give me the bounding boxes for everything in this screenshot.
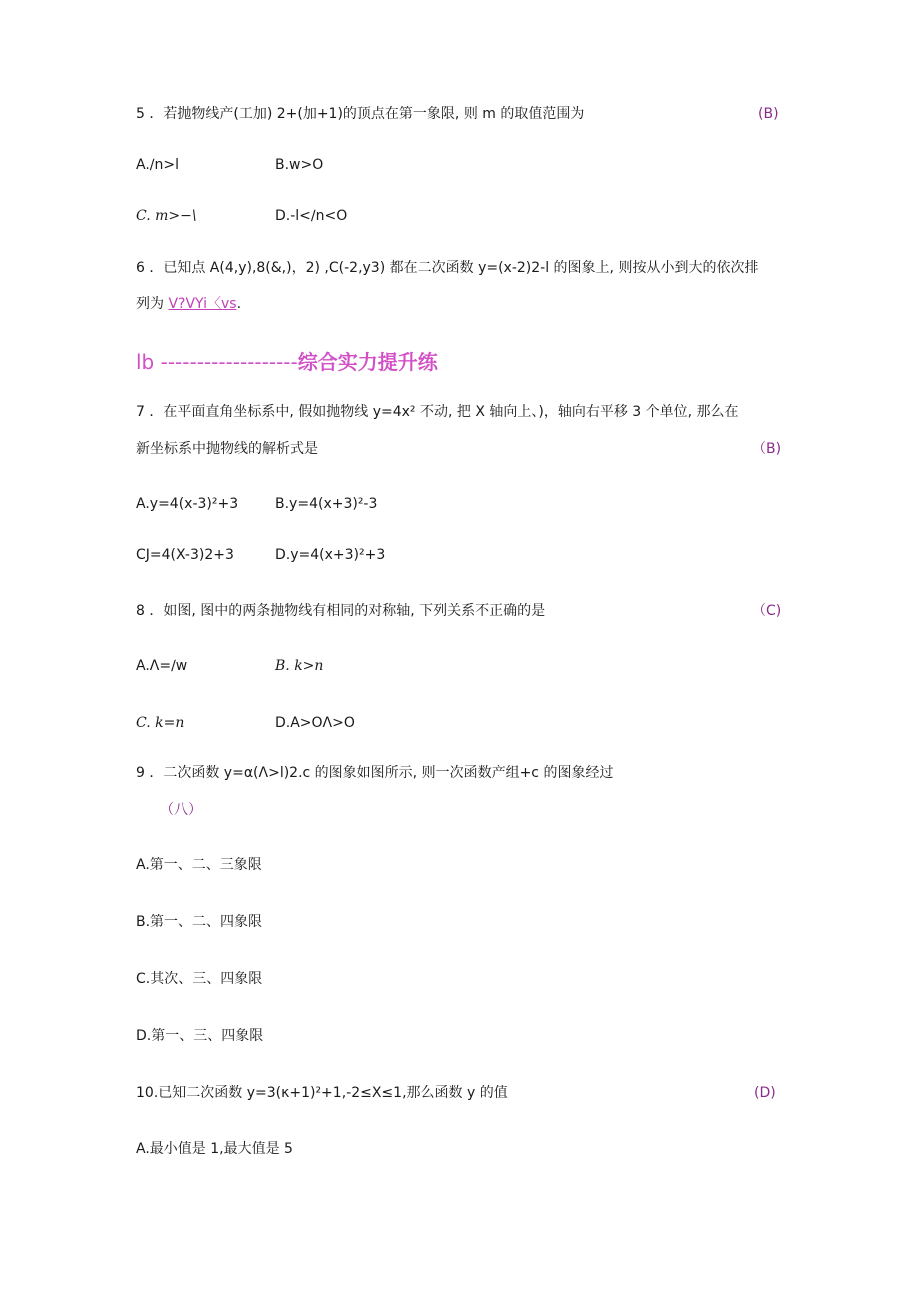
q10-stem: 10.已知二次函数 y=3(κ+1)²+1,-2≤X≤1,那么函数 y 的值 — [136, 1085, 508, 1101]
q5-option-a: A.∕n>l — [136, 157, 179, 173]
q7-option-c: CJ=4(X-3)2+3 — [136, 547, 234, 563]
q7-option-a: A.y=4(x-3)²+3 — [136, 496, 239, 512]
q9-option-a: A.第一、二、三象限 — [136, 857, 262, 873]
q5-option-c: C. m>−\ — [136, 208, 197, 224]
q8-option-d: D.A>OΛ>O — [275, 715, 355, 731]
section-heading-title: 综合实力提升练 — [297, 350, 438, 374]
q5-stem: 5 ．若抛物线产(工加) 2+(加+1)的顶点在第一象限, 则 m 的取值范围为 — [136, 106, 585, 122]
q8-answer: （C) — [752, 603, 782, 619]
q7-stem-line2: 新坐标系中抛物线的解析式是 — [136, 441, 318, 457]
q10-answer: (D) — [754, 1085, 776, 1101]
q5-option-d: D.-l<∕n<O — [275, 208, 348, 224]
q8-option-c: C. k=n — [136, 715, 185, 731]
q9-option-c: C.其次、三、四象限 — [136, 971, 263, 987]
q8-stem: 8 ．如图, 图中的两条抛物线有相同的对称轴, 下列关系不正确的是 — [136, 603, 546, 619]
section-heading — [136, 348, 438, 376]
q6-line2-prefix: 列为 — [136, 296, 169, 312]
q6-answer: V?VYi〈vs — [168, 296, 237, 312]
q8-option-b: B. k>n — [275, 658, 324, 674]
q6-line2-suffix: . — [236, 296, 242, 312]
q7-option-b: B.y=4(x+3)²-3 — [275, 496, 378, 512]
q9-option-b: B.第一、二、四象限 — [136, 914, 263, 930]
q7-stem-line1: 7 ．在平面直角坐标系中, 假如抛物线 y=4x² 不动, 把 X 轴向上、)，轴向右平移 3 个单位, 那么在 — [136, 404, 739, 420]
q6-stem-line1: 6 ．已知点 A(4,y),8(&,)，2) ,C(-2,y3) 都在二次函数 y=(x-2)2-l 的图象上, 则按从小到大的依次排 — [136, 260, 759, 276]
q9-option-d: D.第一、三、四象限 — [136, 1028, 264, 1044]
q9-stem: 9 ．二次函数 y=α(Λ>l)2.c 的图象如图所示, 则一次函数产组+c 的图象经过 — [136, 765, 614, 781]
q7-option-d: D.y=4(x+3)²+3 — [275, 547, 386, 563]
section-heading-prefix: lb ------------------- — [136, 350, 298, 374]
q5-answer: (B) — [758, 106, 779, 122]
q6-stem-line2 — [136, 294, 241, 314]
q9-answer: （八） — [160, 802, 202, 818]
q8-option-a: A.Λ=∕w — [136, 658, 188, 674]
q10-option-a: A.最小值是 1,最大值是 5 — [136, 1141, 293, 1157]
q5-option-b: B.w>O — [275, 157, 324, 173]
q7-answer: （B) — [752, 441, 782, 457]
